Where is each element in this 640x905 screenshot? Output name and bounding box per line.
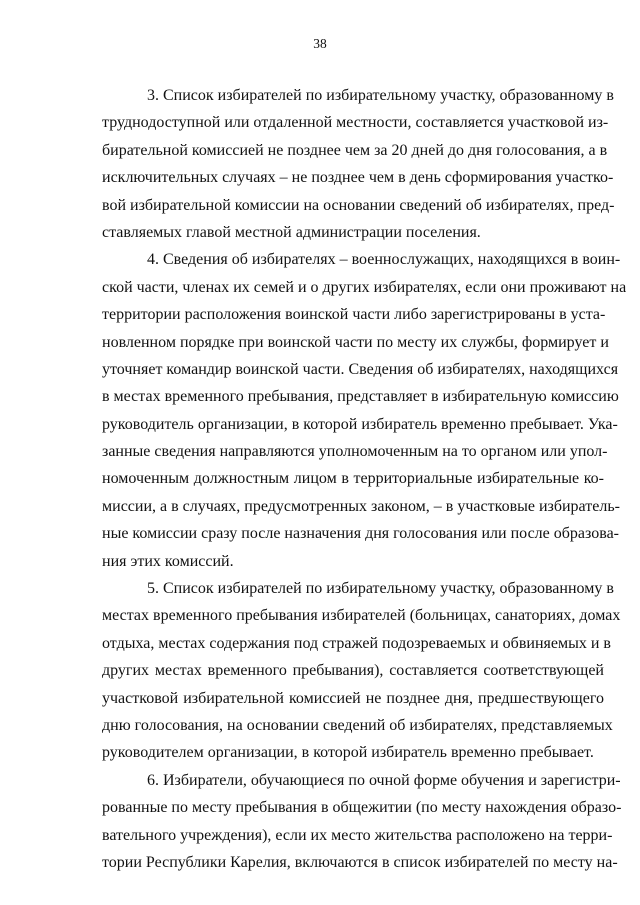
text-line: ской части, членах их семей и о других избирателях, если они проживают на xyxy=(102,278,627,296)
text-line: в местах временного пребывания, представляет в избирательную комиссию xyxy=(102,388,619,406)
text-line: труднодоступной или отдаленной местности, составляется участковой из- xyxy=(102,114,609,132)
text-line: ставляемых главой местной администрации поселения. xyxy=(102,223,481,241)
text-line: 5. Список избирателей по избирательному участку, образованному в xyxy=(147,580,614,598)
text-line: отдыха, местах содержания под стражей подозреваемых и обвиняемых и в xyxy=(102,634,611,652)
text-line: бирательной комиссией не позднее чем за 20 дней до дня голосования, а в xyxy=(102,141,608,159)
text-line: 3. Список избирателей по избирательному участку, образованному в xyxy=(147,87,614,104)
text-line: территории расположения воинской части либо зарегистрированы в уста- xyxy=(102,306,606,324)
text-line: руководитель организации, в которой избиратель временно пребывает. Ука- xyxy=(102,415,618,433)
paragraph-4 xyxy=(102,246,627,575)
text-line: новленном порядке при воинской части по месту их службы, формирует и xyxy=(102,333,609,351)
page-number: 38 xyxy=(313,36,327,51)
text-line: вательного учреждения), если их место жительства расположено на терри- xyxy=(102,826,613,844)
text-line: вой избирательной комиссии на основании сведений об избирателях, пред- xyxy=(102,196,615,214)
text-line: руководителем организации, в которой избиратель временно пребывает. xyxy=(102,744,594,762)
text-line: дню голосования, на основании сведений об избирателях, представляемых xyxy=(102,716,613,734)
text-line: других местах временного пребывания), составляется соответствующей xyxy=(102,662,604,680)
text-line: рованные по месту пребывания в общежитии (по месту нахождения образо- xyxy=(102,799,622,817)
text-line: занные сведения направляются уполномоченным на то органом или упол- xyxy=(102,443,608,461)
text-line: 4. Сведения об избирателях – военнослужащих, находящихся в воин- xyxy=(147,251,621,269)
document-body xyxy=(102,82,627,876)
text-line: ные комиссии сразу после назначения дня голосования или после образова- xyxy=(102,525,619,543)
text-line: участковой избирательной комиссией не позднее дня, предшествующего xyxy=(102,689,604,707)
text-line: тории Республики Карелия, включаются в список избирателей по месту на- xyxy=(102,853,618,871)
paragraph-6 xyxy=(102,767,622,877)
paragraph-3 xyxy=(102,82,615,246)
text-line: уточняет командир воинской части. Сведения об избирателях, находящихся xyxy=(102,360,619,378)
text-line: местах временного пребывания избирателей (больницах, санаториях, домах xyxy=(102,607,621,625)
text-line: миссии, а в случаях, предусмотренных законом, – в участковые избиратель- xyxy=(102,497,620,515)
text-line: 6. Избиратели, обучающиеся по очной форме обучения и зарегистри- xyxy=(147,771,621,789)
text-line: номоченным должностным лицом в территориальные избирательные ко- xyxy=(102,470,604,488)
text-line: исключительных случаях – не позднее чем в день сформирования участко- xyxy=(102,169,614,187)
text-line: ния этих комиссий. xyxy=(102,552,234,570)
paragraph-5 xyxy=(102,575,621,767)
